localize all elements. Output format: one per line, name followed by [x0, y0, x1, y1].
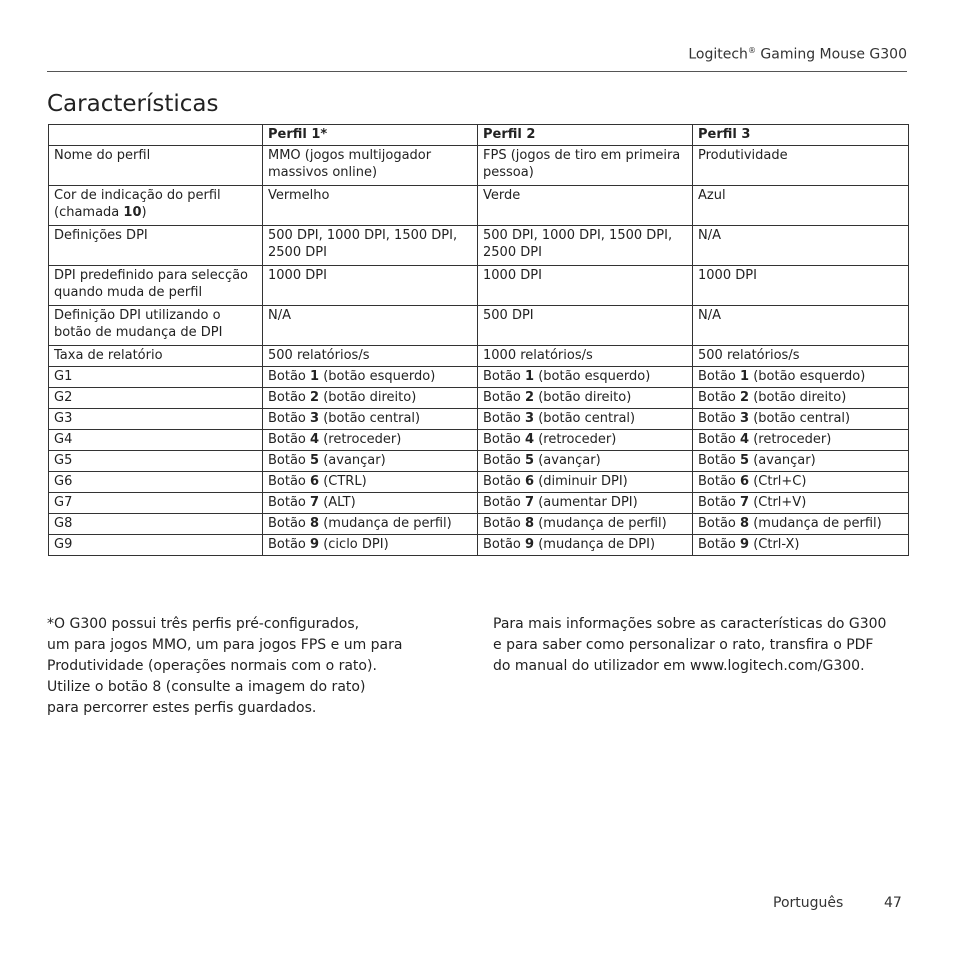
button-word: Botão: [698, 411, 736, 426]
button-word: Botão: [483, 474, 521, 489]
table-cell: [263, 367, 478, 388]
table-row: [49, 226, 909, 266]
page-number: 47: [884, 895, 902, 911]
table-cell: 500 DPI, 1000 DPI, 1500 DPI, 2500 DPI: [263, 226, 478, 266]
row-label: Taxa de relatório: [49, 346, 263, 367]
table-row: [49, 186, 909, 226]
button-number: 5: [310, 453, 320, 468]
table-row: [49, 266, 909, 306]
row-label: G9: [49, 535, 263, 556]
button-number: 9: [525, 537, 535, 552]
button-function: (mudança de perfil): [749, 516, 882, 531]
button-function: (botão esquerdo): [749, 369, 866, 384]
button-word: Botão: [483, 411, 521, 426]
button-number: 9: [740, 537, 750, 552]
footnote-line: para percorrer estes perfis guardados.: [47, 700, 317, 716]
footnote-line: Produtividade (operações normais com o rato).: [47, 658, 377, 674]
table-cell: [478, 451, 693, 472]
table-cell: 500 DPI, 1000 DPI, 1500 DPI, 2500 DPI: [478, 226, 693, 266]
button-number: 8: [740, 516, 750, 531]
table-cell: [263, 409, 478, 430]
column-header-profile-2: Perfil 2: [478, 125, 693, 146]
table-cell: [478, 388, 693, 409]
row-label: Definições DPI: [49, 226, 263, 266]
table-cell: FPS (jogos de tiro em primeira pessoa): [478, 146, 693, 186]
button-word: Botão: [483, 516, 521, 531]
more-info-line: do manual do utilizador em www.logitech.com/G300.: [493, 658, 865, 674]
table-cell: [478, 514, 693, 535]
more-info-paragraph: [493, 614, 913, 677]
table-row: [49, 514, 909, 535]
button-number: 5: [740, 453, 750, 468]
table-cell: N/A: [693, 226, 909, 266]
button-number: 7: [310, 495, 320, 510]
table-cell: [693, 388, 909, 409]
table-row: [49, 146, 909, 186]
button-word: Botão: [698, 474, 736, 489]
row-label: G8: [49, 514, 263, 535]
button-word: Botão: [268, 537, 306, 552]
button-number: 3: [525, 411, 535, 426]
table-cell: [478, 535, 693, 556]
table-row: [49, 430, 909, 451]
row-label: G7: [49, 493, 263, 514]
button-number: 3: [310, 411, 320, 426]
button-function: (ALT): [319, 495, 356, 510]
button-word: Botão: [268, 453, 306, 468]
button-number: 7: [525, 495, 535, 510]
button-function: (avançar): [319, 453, 386, 468]
table-cell: 500 relatórios/s: [693, 346, 909, 367]
button-function: (retroceder): [319, 432, 402, 447]
table-header-row: [49, 125, 909, 146]
button-word: Botão: [698, 369, 736, 384]
table-row: [49, 493, 909, 514]
table-row: [49, 472, 909, 493]
table-cell: 1000 DPI: [263, 266, 478, 306]
table-cell: [693, 367, 909, 388]
button-function: (retroceder): [534, 432, 617, 447]
button-number: 1: [740, 369, 750, 384]
table-cell: N/A: [693, 306, 909, 346]
button-word: Botão: [698, 390, 736, 405]
button-function: (botão direito): [749, 390, 847, 405]
button-function: (avançar): [534, 453, 601, 468]
button-word: Botão: [268, 516, 306, 531]
button-function: (mudança de perfil): [534, 516, 667, 531]
row-label-text: Cor de indicação do perfil (chamada: [54, 188, 221, 220]
button-word: Botão: [268, 390, 306, 405]
more-info-line: Para mais informações sobre as características do G300: [493, 616, 887, 632]
button-word: Botão: [698, 453, 736, 468]
table-row: [49, 367, 909, 388]
column-header-profile-1: Perfil 1*: [263, 125, 478, 146]
button-function: (botão esquerdo): [319, 369, 436, 384]
button-number: 6: [525, 474, 535, 489]
button-word: Botão: [698, 516, 736, 531]
row-label: G1: [49, 367, 263, 388]
button-function: (botão central): [534, 411, 636, 426]
button-function: (aumentar DPI): [534, 495, 638, 510]
button-function: (CTRL): [319, 474, 367, 489]
callout-number: 10: [123, 205, 142, 220]
table-cell: [478, 472, 693, 493]
button-function: (botão esquerdo): [534, 369, 651, 384]
table-row: [49, 306, 909, 346]
page-title: Características: [47, 91, 219, 117]
button-function: (avançar): [749, 453, 816, 468]
table-cell: [263, 472, 478, 493]
table-cell: [478, 430, 693, 451]
table-cell: Verde: [478, 186, 693, 226]
page-header: [47, 46, 907, 63]
row-label: G2: [49, 388, 263, 409]
button-number: 6: [740, 474, 750, 489]
table-cell: [263, 514, 478, 535]
button-mapping-rows: [49, 367, 909, 556]
footnote-line: *O G300 possui três perfis pré-configurados,: [47, 616, 360, 632]
row-label: [49, 186, 263, 226]
button-function: (Ctrl+C): [749, 474, 807, 489]
button-number: 1: [310, 369, 320, 384]
table-cell: [478, 409, 693, 430]
button-function: (mudança de perfil): [319, 516, 452, 531]
table-cell: [693, 535, 909, 556]
column-header: [49, 125, 263, 146]
button-number: 2: [740, 390, 750, 405]
table-cell: MMO (jogos multijogador massivos online): [263, 146, 478, 186]
button-number: 4: [525, 432, 535, 447]
button-word: Botão: [268, 369, 306, 384]
more-info-line: e para saber como personalizar o rato, transfira o PDF: [493, 637, 874, 653]
button-word: Botão: [268, 495, 306, 510]
button-function: (Ctrl+V): [749, 495, 807, 510]
table-cell: Azul: [693, 186, 909, 226]
table-cell: [263, 493, 478, 514]
row-label: G3: [49, 409, 263, 430]
features-table: [48, 124, 909, 556]
table-cell: 1000 DPI: [478, 266, 693, 306]
registered-mark: ®: [747, 46, 756, 55]
button-function: (botão direito): [319, 390, 417, 405]
table-cell: [263, 535, 478, 556]
button-function: (diminuir DPI): [534, 474, 628, 489]
button-number: 3: [740, 411, 750, 426]
header-product: Gaming Mouse G300: [755, 46, 907, 63]
button-number: 2: [310, 390, 320, 405]
button-word: Botão: [483, 369, 521, 384]
table-cell: 1000 DPI: [693, 266, 909, 306]
table-cell: [263, 451, 478, 472]
button-number: 1: [525, 369, 535, 384]
table-cell: [693, 409, 909, 430]
button-function: (botão direito): [534, 390, 632, 405]
table-row: [49, 535, 909, 556]
button-word: Botão: [483, 453, 521, 468]
button-word: Botão: [483, 537, 521, 552]
table-cell: [693, 472, 909, 493]
table-cell: [478, 493, 693, 514]
table-row: [49, 388, 909, 409]
table-cell: [693, 451, 909, 472]
table-cell: [693, 493, 909, 514]
table-row: [49, 451, 909, 472]
table-row: [49, 409, 909, 430]
row-label: G6: [49, 472, 263, 493]
table-cell: Produtividade: [693, 146, 909, 186]
footer-language: Português: [773, 895, 844, 911]
header-brand: Logitech: [688, 46, 748, 63]
button-word: Botão: [268, 474, 306, 489]
row-label-text: ): [141, 205, 147, 220]
button-number: 4: [740, 432, 750, 447]
table-cell: 500 DPI: [478, 306, 693, 346]
table-cell: Vermelho: [263, 186, 478, 226]
table-cell: [693, 514, 909, 535]
table-cell: 500 relatórios/s: [263, 346, 478, 367]
row-label: Nome do perfil: [49, 146, 263, 186]
row-label: G5: [49, 451, 263, 472]
button-number: 4: [310, 432, 320, 447]
button-word: Botão: [483, 432, 521, 447]
table-cell: N/A: [263, 306, 478, 346]
row-label: Definição DPI utilizando o botão de mudança de DPI: [49, 306, 263, 346]
table-cell: [478, 367, 693, 388]
button-number: 8: [310, 516, 320, 531]
footnote-line: um para jogos MMO, um para jogos FPS e um para: [47, 637, 403, 653]
row-label: G4: [49, 430, 263, 451]
button-function: (retroceder): [749, 432, 832, 447]
button-function: (mudança de DPI): [534, 537, 656, 552]
table-cell: [693, 430, 909, 451]
row-label: DPI predefinido para selecção quando muda de perfil: [49, 266, 263, 306]
button-word: Botão: [483, 390, 521, 405]
button-word: Botão: [698, 537, 736, 552]
button-function: (botão central): [319, 411, 421, 426]
button-function: (Ctrl-X): [749, 537, 800, 552]
table-cell: 1000 relatórios/s: [478, 346, 693, 367]
column-header-profile-3: Perfil 3: [693, 125, 909, 146]
footnote-line: Utilize o botão 8 (consulte a imagem do rato): [47, 679, 366, 695]
button-number: 2: [525, 390, 535, 405]
table-cell: [263, 388, 478, 409]
button-number: 9: [310, 537, 320, 552]
button-word: Botão: [483, 495, 521, 510]
table-cell: [263, 430, 478, 451]
footnote: [47, 614, 467, 719]
button-number: 8: [525, 516, 535, 531]
table-row: [49, 346, 909, 367]
button-word: Botão: [698, 495, 736, 510]
button-function: (botão central): [749, 411, 851, 426]
button-word: Botão: [268, 432, 306, 447]
button-number: 5: [525, 453, 535, 468]
button-word: Botão: [698, 432, 736, 447]
button-word: Botão: [268, 411, 306, 426]
button-number: 7: [740, 495, 750, 510]
button-number: 6: [310, 474, 320, 489]
header-rule: [47, 71, 907, 72]
button-function: (ciclo DPI): [319, 537, 389, 552]
